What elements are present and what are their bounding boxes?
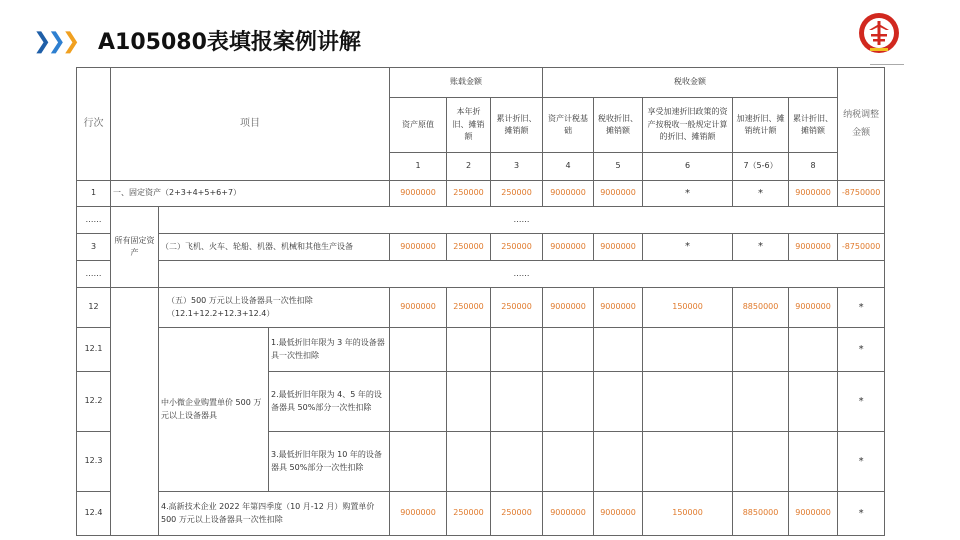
cell-value: 250000	[491, 492, 543, 536]
cell-adjustment: *	[838, 372, 885, 432]
table-row	[77, 328, 885, 372]
col-header: 资产原值	[390, 98, 447, 153]
row-number: 12.4	[77, 492, 111, 536]
table-row	[77, 288, 885, 328]
cell-value: 9000000	[789, 234, 838, 261]
cell-value: 9000000	[594, 492, 643, 536]
row-item: 一、固定资产（2+3+4+5+6+7）	[111, 181, 390, 207]
cell-value: 9000000	[390, 288, 447, 328]
cell-value: 8850000	[733, 288, 789, 328]
col-header: 累计折旧、摊销额	[789, 98, 838, 153]
tax-emblem-icon	[858, 12, 900, 54]
cell-value: 9000000	[543, 492, 594, 536]
row-item: （二）飞机、火车、轮船、机器、机械和其他生产设备	[159, 234, 390, 261]
col-number: 3	[491, 153, 543, 181]
row-number: 12.1	[77, 328, 111, 372]
cell-value: 9000000	[789, 288, 838, 328]
row-item: 2.最低折旧年限为 4、5 年的设备器具 50%部分一次性扣除	[269, 372, 390, 432]
col-header: 资产计税基础	[543, 98, 594, 153]
cell-value: 250000	[491, 181, 543, 207]
header-rownum: 行次	[77, 68, 111, 181]
cell-adjustment: *	[838, 432, 885, 492]
cell-value: *	[733, 234, 789, 261]
col-header: 享受加速折旧政策的资产按税收一般规定计算的折旧、摊销额	[643, 98, 733, 153]
cell-adjustment: *	[838, 328, 885, 372]
ellipsis-cell: ……	[159, 207, 885, 234]
row-item: （五）500 万元以上设备器具一次性扣除 （12.1+12.2+12.3+12.4）	[159, 288, 390, 328]
cell-value: 150000	[643, 492, 733, 536]
cell-value: 250000	[447, 492, 491, 536]
cell-value: 9000000	[594, 234, 643, 261]
header-row-1	[77, 68, 885, 98]
col-number: 6	[643, 153, 733, 181]
ellipsis-cell: ……	[159, 261, 885, 288]
row-number: 1	[77, 181, 111, 207]
cell-value: 250000	[447, 234, 491, 261]
row-number: 3	[77, 234, 111, 261]
col-number: 8	[789, 153, 838, 181]
cell-adjustment: *	[838, 492, 885, 536]
cell-adjustment: *	[838, 288, 885, 328]
col-number: 1	[390, 153, 447, 181]
cell-value: 9000000	[390, 234, 447, 261]
table-row	[77, 181, 885, 207]
col-number: 7（5-6）	[733, 153, 789, 181]
ellipsis-rownum: ……	[77, 261, 111, 288]
cell-value: 250000	[491, 288, 543, 328]
col-header: 加速折旧、摊销统计额	[733, 98, 789, 153]
sme-label: 中小微企业购置单价 500 万元以上设备器具	[159, 328, 269, 492]
header-item: 项目	[111, 68, 390, 181]
col-number: 2	[447, 153, 491, 181]
cell-value: *	[643, 234, 733, 261]
header-divider	[870, 64, 904, 65]
cell-value: 9000000	[543, 234, 594, 261]
cell-value: 250000	[447, 288, 491, 328]
cell-value: *	[733, 181, 789, 207]
table-row-ellipsis	[77, 207, 885, 234]
row-item: 4.高新技术企业 2022 年第四季度（10 月-12 月）购置单价 500 万元以上设备器具一次性扣除	[159, 492, 390, 536]
cell-value: 250000	[491, 234, 543, 261]
slide-title: A105080表填报案例讲解	[98, 30, 361, 55]
header-tax-amount: 税收金额	[543, 68, 838, 98]
row-number: 12.2	[77, 372, 111, 432]
cell-adjustment: -8750000	[838, 181, 885, 207]
cell-value: 9000000	[543, 181, 594, 207]
chevron-arrows-icon: ❯ ❯ ❯	[33, 29, 77, 54]
col-header: 税收折旧、摊销额	[594, 98, 643, 153]
table-row-ellipsis	[77, 261, 885, 288]
group-label: 所有固定资产	[111, 207, 159, 288]
col-header: 本年折旧、摊销额	[447, 98, 491, 153]
header-adjustment: 纳税调整金额	[838, 68, 885, 181]
col-number: 4	[543, 153, 594, 181]
cell-value: 250000	[447, 181, 491, 207]
cell-adjustment: -8750000	[838, 234, 885, 261]
cell-value: 9000000	[789, 181, 838, 207]
cell-value: 9000000	[594, 288, 643, 328]
cell-value: 9000000	[594, 181, 643, 207]
col-header: 累计折旧、摊销额	[491, 98, 543, 153]
ellipsis-rownum: ……	[77, 207, 111, 234]
table-row	[77, 234, 885, 261]
group-spacer	[111, 288, 159, 536]
cell-value: 150000	[643, 288, 733, 328]
col-number: 5	[594, 153, 643, 181]
row-item: 1.最低折旧年限为 3 年的设备器具一次性扣除	[269, 328, 390, 372]
a105080-table	[76, 67, 884, 539]
row-number: 12.3	[77, 432, 111, 492]
cell-value: 8850000	[733, 492, 789, 536]
cell-value: 9000000	[390, 181, 447, 207]
cell-value: *	[643, 181, 733, 207]
cell-value: 9000000	[390, 492, 447, 536]
cell-value: 9000000	[543, 288, 594, 328]
table-row	[77, 492, 885, 536]
row-item: 3.最低折旧年限为 10 年的设备器具 50%部分一次性扣除	[269, 432, 390, 492]
header-book-amount: 账载金额	[390, 68, 543, 98]
row-number: 12	[77, 288, 111, 328]
cell-value: 9000000	[789, 492, 838, 536]
slide-header	[0, 0, 960, 64]
